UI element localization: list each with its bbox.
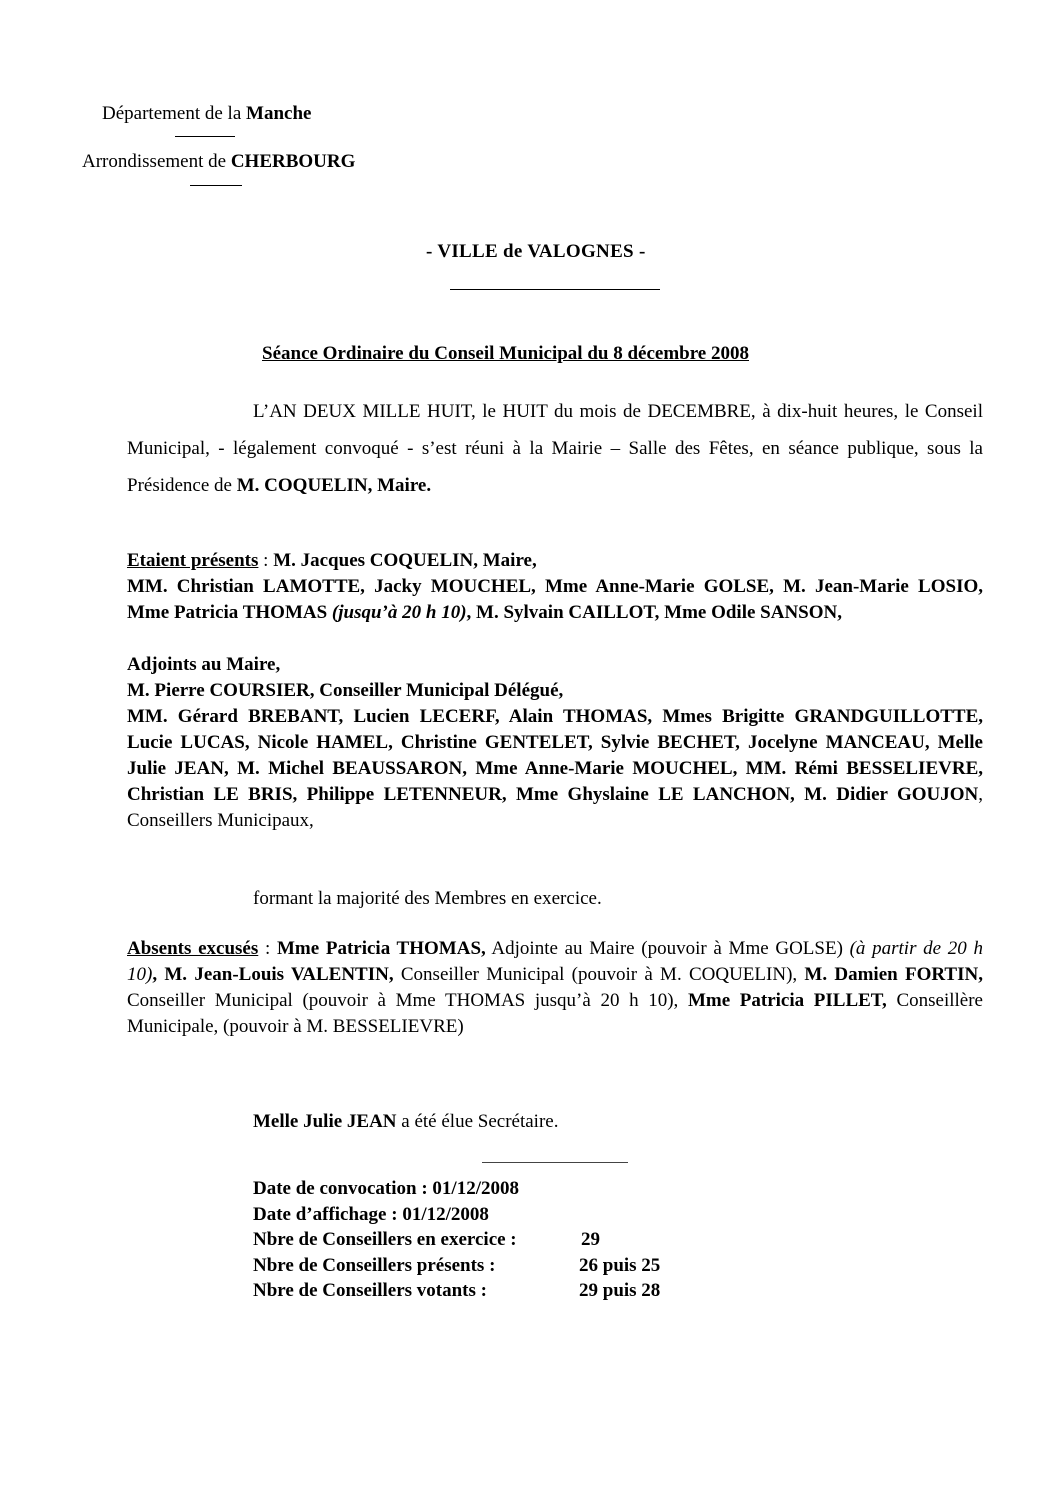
arrondissement-line: [82, 151, 355, 173]
absent-3-name: M. Damien FORTIN,: [804, 964, 983, 985]
absents-paragraph: [127, 936, 983, 1040]
stat-presents-value: 26 puis 25: [579, 1254, 661, 1276]
absent-3-text: Conseiller Municipal (pouvoir à Mme THOMAS jusqu’à 20 h 10),: [127, 990, 688, 1011]
absent-2-text: Conseiller Municipal (pouvoir à M. COQUELIN),: [393, 964, 805, 985]
absent-1-text: Adjointe au Maire (pouvoir à Mme GOLSE): [485, 938, 850, 959]
intro-president: M. COQUELIN, Maire.: [236, 475, 432, 496]
absent-4-name: Mme Patricia PILLET,: [687, 990, 887, 1011]
stat-convocation-label: Date de convocation :: [253, 1178, 433, 1199]
stats-block: [253, 1176, 733, 1304]
stat-votants: [253, 1278, 733, 1304]
stat-affichage-value: 01/12/2008: [402, 1203, 489, 1225]
stat-convocation-value: 01/12/2008: [432, 1178, 519, 1199]
stat-votants-value: 29 puis 28: [579, 1280, 661, 1301]
session-title: Séance Ordinaire du Conseil Municipal du 8 décembre 2008: [262, 343, 749, 364]
presents-label: Etaient présents: [127, 550, 259, 571]
stat-presents-label: Nbre de Conseillers présents :: [253, 1254, 496, 1276]
presents-adjoints: [127, 574, 983, 626]
city-title-underline: [450, 289, 660, 290]
absents-label: Absents excusés: [127, 938, 259, 959]
department-divider: [175, 136, 235, 137]
councillors-suffix: , Conseillers Municipaux,: [127, 784, 983, 831]
absent-1-note: (à partir de 20 h 10): [127, 938, 984, 985]
presents-label-line: [127, 550, 537, 572]
presents-councillors: [127, 704, 983, 834]
stat-exercice: [253, 1227, 733, 1253]
absent-4-text: Conseillère Municipale, (pouvoir à M. BESSELIEVRE): [127, 990, 983, 1037]
city-title: - VILLE de VALOGNES -: [426, 241, 646, 262]
adjoints-note: (jusqu’à 20 h 10): [331, 602, 467, 623]
presents-mayor: M. Jacques COQUELIN, Maire,: [273, 550, 537, 571]
intro-text: L’AN DEUX MILLE HUIT, le HUIT du mois de DECEMBRE, à dix-huit heures, le Conseil Municipal, - légalement convoqué - s’est réuni à la Mairie – Salle des Fêtes, en séance publique, sous la Présidence de: [127, 401, 983, 496]
majority-line: formant la majorité des Membres en exercice.: [253, 888, 602, 909]
stat-affichage-label: Date d’affichage :: [253, 1203, 403, 1225]
stat-affichage: [253, 1202, 733, 1228]
arrondissement-name: CHERBOURG: [230, 151, 356, 172]
presents-sep: :: [258, 550, 274, 571]
arrondissement-divider: [190, 185, 242, 186]
adjoints-part1: MM. Christian LAMOTTE, Jacky MOUCHEL, Mme Anne-Marie GOLSE, M. Jean-Marie LOSIO, Mme Patricia THOMAS: [127, 576, 983, 623]
stats-divider: [482, 1162, 628, 1163]
arrondissement-prefix: Arrondissement de: [82, 151, 231, 172]
department-prefix: Département de la: [102, 103, 247, 124]
secretary-line: [253, 1111, 558, 1133]
adjoints-label: Adjoints au Maire,: [127, 654, 281, 675]
councillors-names: MM. Gérard BREBANT, Lucien LECERF, Alain THOMAS, Mmes Brigitte GRANDGUILLOTTE, Lucie LUCAS, Nicole HAMEL, Christine GENTELET, Sylvie BECHET, Jocelyne MANCEAU, Melle Julie JEAN, M. Michel BEAUSSARON, Mme Anne-Marie MOUCHEL, MM. Rémi BESSELIEVRE, Christian LE BRIS, Philippe LETENNEUR, Mme Ghyslaine LE LANCHON, M. Didier GOUJON: [127, 706, 983, 805]
absents-sep: :: [258, 938, 277, 959]
absent-1-name: Mme Patricia THOMAS,: [276, 938, 486, 959]
stat-exercice-value: 29: [581, 1229, 600, 1250]
adjoints-part2: , M. Sylvain CAILLOT, Mme Odile SANSON,: [466, 602, 842, 623]
department-line: [102, 103, 311, 125]
stat-votants-label: Nbre de Conseillers votants :: [253, 1280, 487, 1301]
department-name: Manche: [246, 103, 312, 124]
intro-paragraph: [127, 393, 983, 504]
stat-presents: [253, 1253, 733, 1279]
secretary-text: a été élue Secrétaire.: [396, 1111, 559, 1132]
secretary-name: Melle Julie JEAN: [253, 1111, 397, 1132]
stat-exercice-label: Nbre de Conseillers en exercice :: [253, 1229, 517, 1250]
absent-2-name: , M. Jean-Louis VALENTIN,: [152, 964, 394, 985]
delegate-line: M. Pierre COURSIER, Conseiller Municipal Délégué,: [127, 680, 564, 701]
stat-convocation: [253, 1176, 733, 1202]
